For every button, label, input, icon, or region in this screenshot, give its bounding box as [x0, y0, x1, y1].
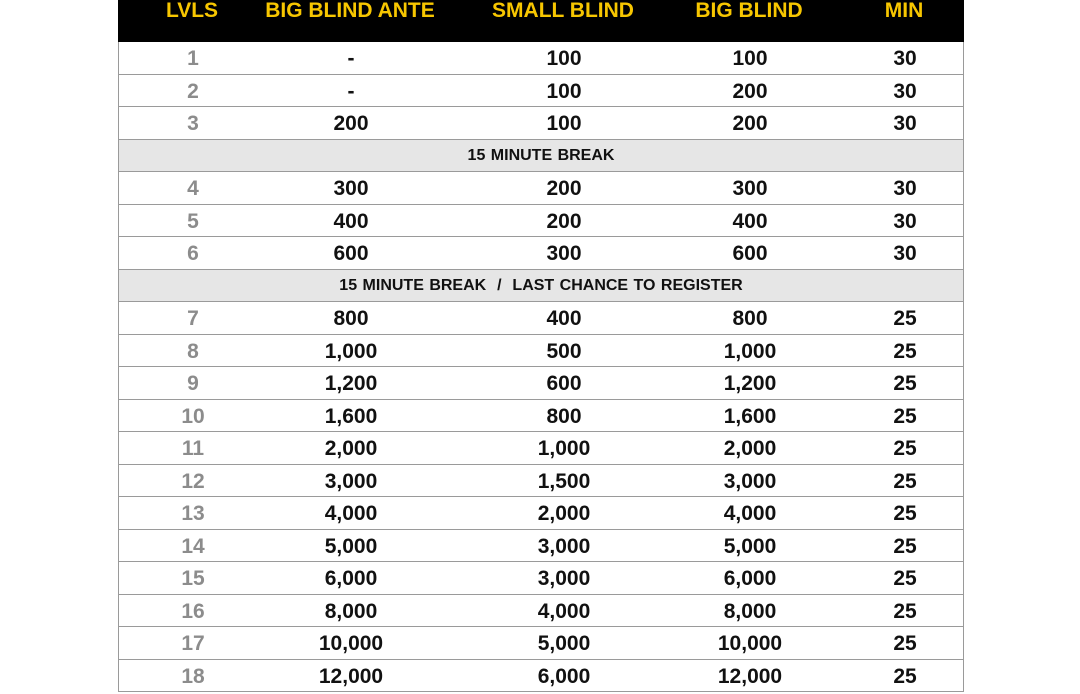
big-blind-cell: 400 — [732, 209, 768, 233]
table-row — [118, 42, 964, 75]
minutes-cell: 25 — [893, 339, 917, 363]
level-cell: 15 — [181, 567, 205, 590]
minutes-cell: 25 — [893, 567, 917, 590]
big-blind-cell: 4,000 — [723, 502, 777, 525]
level-cell: 2 — [187, 79, 199, 103]
ante-cell: 1,600 — [324, 404, 378, 428]
minutes-cell: 25 — [893, 534, 917, 558]
small-blind-cell: 100 — [546, 112, 582, 135]
table-row — [118, 302, 964, 335]
big-blind-cell: 1,600 — [723, 404, 777, 428]
level-cell: 8 — [187, 339, 199, 363]
ante-cell: 5,000 — [324, 534, 378, 558]
minutes-cell: 25 — [893, 437, 917, 460]
minutes-cell: 25 — [893, 469, 917, 493]
small-blind-cell: 200 — [546, 209, 582, 233]
table-row — [118, 627, 964, 660]
break-text: 15 MINUTE BREAK — [467, 146, 615, 164]
small-blind-cell: 1,000 — [537, 437, 591, 460]
small-blind-cell: 1,500 — [537, 469, 591, 493]
ante-cell: 1,200 — [324, 372, 378, 395]
blind-structure-table — [118, 0, 964, 692]
break-row — [118, 270, 964, 303]
level-cell: 9 — [187, 372, 199, 395]
minutes-cell: 30 — [893, 79, 917, 103]
small-blind-cell: 5,000 — [537, 632, 591, 655]
big-blind-cell: 200 — [732, 112, 768, 135]
ante-cell: 2,000 — [324, 437, 378, 460]
minutes-cell: 30 — [893, 242, 917, 265]
ante-cell: 400 — [333, 209, 369, 233]
ante-cell: 12,000 — [318, 664, 384, 688]
minutes-cell: 25 — [893, 664, 917, 688]
level-cell: 10 — [181, 404, 205, 428]
small-blind-cell: 2,000 — [537, 502, 591, 525]
small-blind-cell: 600 — [546, 372, 582, 395]
table-row — [118, 660, 964, 693]
small-blind-cell: 200 — [546, 177, 582, 200]
level-cell: 1 — [187, 47, 199, 70]
level-cell: 5 — [187, 209, 199, 233]
table-row — [118, 595, 964, 628]
minutes-cell: 25 — [893, 599, 917, 623]
ante-cell: 800 — [333, 307, 369, 330]
header-big-blind-ante: BIG BLIND ANTE — [265, 0, 435, 22]
table-row — [118, 400, 964, 433]
minutes-cell: 25 — [893, 372, 917, 395]
big-blind-cell: 12,000 — [717, 664, 783, 688]
ante-cell: 6,000 — [324, 567, 378, 590]
big-blind-cell: 800 — [732, 307, 768, 330]
level-cell: 7 — [187, 307, 199, 330]
header-levels: LVLS — [165, 0, 219, 22]
table-body — [118, 42, 964, 692]
ante-cell: 600 — [333, 242, 369, 265]
header-big-blind: BIG BLIND — [695, 0, 803, 22]
big-blind-cell: 5,000 — [723, 534, 777, 558]
break-text: 15 MINUTE BREAK / LAST CHANCE TO REGISTER — [339, 276, 743, 294]
minutes-cell: 30 — [893, 47, 917, 70]
small-blind-cell: 4,000 — [537, 599, 591, 623]
small-blind-cell: 400 — [546, 307, 582, 330]
minutes-cell: 30 — [893, 177, 917, 200]
table-row — [118, 562, 964, 595]
small-blind-cell: 100 — [546, 79, 582, 103]
ante-cell: 8,000 — [324, 599, 378, 623]
header-min: MIN — [884, 0, 924, 22]
big-blind-cell: 200 — [732, 79, 768, 103]
small-blind-cell: 800 — [546, 404, 582, 428]
table-row — [118, 465, 964, 498]
minutes-cell: 30 — [893, 209, 917, 233]
level-cell: 6 — [187, 242, 199, 265]
big-blind-cell: 100 — [732, 47, 768, 70]
level-cell: 3 — [187, 112, 199, 135]
minutes-cell: 30 — [893, 112, 917, 135]
level-cell: 12 — [181, 469, 205, 493]
big-blind-cell: 300 — [732, 177, 768, 200]
minutes-cell: 25 — [893, 404, 917, 428]
ante-cell: 4,000 — [324, 502, 378, 525]
minutes-cell: 25 — [893, 307, 917, 330]
big-blind-cell: 2,000 — [723, 437, 777, 460]
big-blind-cell: 3,000 — [723, 469, 777, 493]
small-blind-cell: 3,000 — [537, 567, 591, 590]
table-row — [118, 432, 964, 465]
small-blind-cell: 6,000 — [537, 664, 591, 688]
level-cell: 4 — [187, 177, 199, 200]
minutes-cell: 25 — [893, 502, 917, 525]
table-header — [118, 0, 964, 42]
ante-cell: 200 — [333, 112, 369, 135]
table-row — [118, 367, 964, 400]
small-blind-cell: 500 — [546, 339, 582, 363]
header-small-blind: SMALL BLIND — [492, 0, 634, 22]
ante-cell: 10,000 — [318, 632, 384, 655]
big-blind-cell: 10,000 — [717, 632, 783, 655]
ante-cell: - — [347, 47, 355, 70]
small-blind-cell: 3,000 — [537, 534, 591, 558]
level-cell: 16 — [181, 599, 205, 623]
table-row — [118, 75, 964, 108]
table-row — [118, 237, 964, 270]
level-cell: 14 — [181, 534, 205, 558]
ante-cell: - — [347, 79, 355, 103]
table-row — [118, 497, 964, 530]
table-row — [118, 205, 964, 238]
ante-cell: 3,000 — [324, 469, 378, 493]
minutes-cell: 25 — [893, 632, 917, 655]
level-cell: 17 — [181, 632, 205, 655]
table-row — [118, 172, 964, 205]
level-cell: 13 — [181, 502, 205, 525]
big-blind-cell: 1,200 — [723, 372, 777, 395]
small-blind-cell: 100 — [546, 47, 582, 70]
table-row — [118, 335, 964, 368]
ante-cell: 1,000 — [324, 339, 378, 363]
big-blind-cell: 1,000 — [723, 339, 777, 363]
big-blind-cell: 8,000 — [723, 599, 777, 623]
table-row — [118, 107, 964, 140]
big-blind-cell: 6,000 — [723, 567, 777, 590]
break-row — [118, 140, 964, 173]
big-blind-cell: 600 — [732, 242, 768, 265]
table-row — [118, 530, 964, 563]
small-blind-cell: 300 — [546, 242, 582, 265]
level-cell: 11 — [181, 437, 205, 460]
ante-cell: 300 — [333, 177, 369, 200]
level-cell: 18 — [181, 664, 205, 688]
